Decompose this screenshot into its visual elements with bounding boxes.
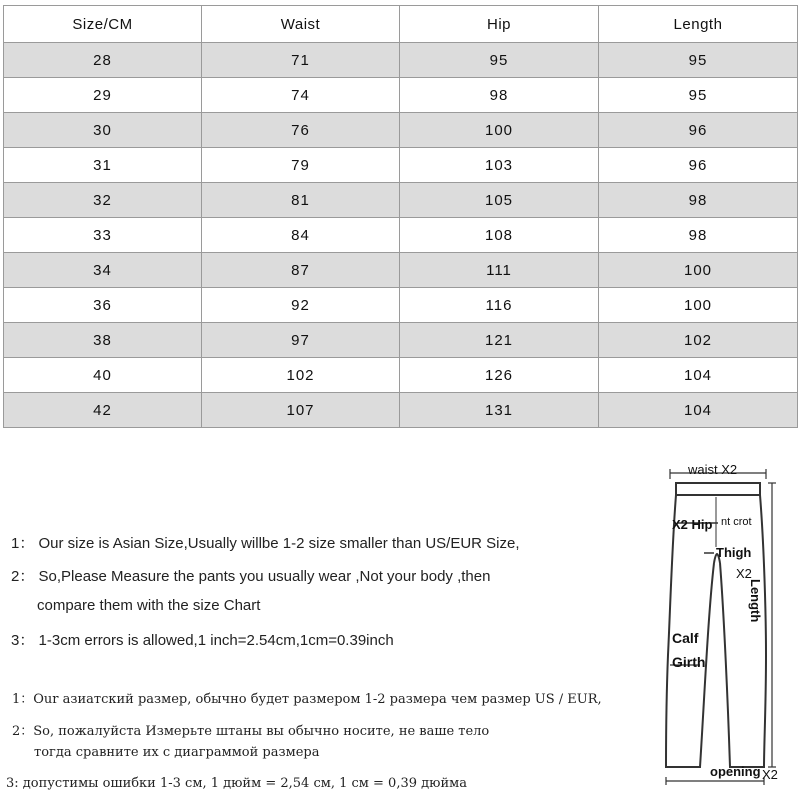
cell-hip: 98 xyxy=(400,78,599,113)
table-row xyxy=(4,218,798,253)
cell-size: 33 xyxy=(4,218,202,253)
cell-hip: 103 xyxy=(400,148,599,183)
table-row xyxy=(4,393,798,428)
cell-waist: 92 xyxy=(202,288,400,323)
cell-hip: 121 xyxy=(400,323,599,358)
note-en-1: 1： Our size is Asian Size,Usually willbe 1-2 size smaller than US/EUR Size, xyxy=(11,535,520,552)
cell-size: 28 xyxy=(4,43,202,78)
cell-waist: 97 xyxy=(202,323,400,358)
cell-size: 40 xyxy=(4,358,202,393)
header-waist: Waist xyxy=(202,6,400,43)
cell-hip: 108 xyxy=(400,218,599,253)
diagram-thigh-x2: X2 xyxy=(736,566,752,581)
cell-waist: 71 xyxy=(202,43,400,78)
cell-length: 95 xyxy=(599,78,798,113)
size-chart-table xyxy=(3,5,798,428)
cell-length: 100 xyxy=(599,253,798,288)
cell-length: 104 xyxy=(599,393,798,428)
cell-size: 32 xyxy=(4,183,202,218)
table-row xyxy=(4,43,798,78)
cell-hip: 131 xyxy=(400,393,599,428)
cell-length: 96 xyxy=(599,148,798,183)
cell-waist: 87 xyxy=(202,253,400,288)
cell-waist: 79 xyxy=(202,148,400,183)
table-row xyxy=(4,253,798,288)
cell-hip: 126 xyxy=(400,358,599,393)
diagram-waist-label: waist X2 xyxy=(688,462,738,477)
cell-length: 98 xyxy=(599,218,798,253)
cell-size: 30 xyxy=(4,113,202,148)
note-en-2-continued: compare them with the size Chart xyxy=(37,597,261,614)
diagram-opening-x2: X2 xyxy=(762,767,778,782)
header-length: Length xyxy=(599,6,798,43)
diagram-thigh-label: Thigh xyxy=(716,545,752,560)
cell-waist: 102 xyxy=(202,358,400,393)
cell-size: 31 xyxy=(4,148,202,183)
cell-waist: 84 xyxy=(202,218,400,253)
note-en-2: 2： So,Please Measure the pants you usually wear ,Not your body ,then xyxy=(11,568,491,585)
note-ru-1: 1：Our азиатский размер, обычно будет размером 1-2 размера чем размер US / EUR, xyxy=(12,692,602,707)
cell-waist: 81 xyxy=(202,183,400,218)
header-size: Size/CM xyxy=(4,6,202,43)
diagram-girth-label: Girth xyxy=(672,654,706,670)
note-ru-3: 3: допустимы ошибки 1-3 см, 1 дюйм = 2,54 см, 1 см = 0,39 дюйма xyxy=(6,776,467,791)
table-row xyxy=(4,323,798,358)
diagram-hip-label: X2 Hip xyxy=(672,517,713,532)
table-row xyxy=(4,113,798,148)
note-en-3: 3： 1-3cm errors is allowed,1 inch=2.54cm,1cm=0.39inch xyxy=(11,632,394,649)
table-row xyxy=(4,78,798,113)
pants-outline-icon xyxy=(648,455,796,795)
cell-size: 29 xyxy=(4,78,202,113)
cell-size: 34 xyxy=(4,253,202,288)
diagram-opening-label: opening xyxy=(710,764,761,779)
diagram-length-label: Length xyxy=(748,579,763,623)
cell-length: 96 xyxy=(599,113,798,148)
cell-length: 104 xyxy=(599,358,798,393)
diagram-calf-label: Calf xyxy=(672,630,699,646)
pants-measurement-diagram xyxy=(648,455,796,795)
cell-hip: 116 xyxy=(400,288,599,323)
header-hip: Hip xyxy=(400,6,599,43)
cell-size: 38 xyxy=(4,323,202,358)
cell-size: 36 xyxy=(4,288,202,323)
note-ru-2: 2：So, пожалуйста Измерьте штаны вы обычно носите, не ваше тело xyxy=(12,724,490,739)
cell-length: 102 xyxy=(599,323,798,358)
diagram-crotch-label: nt crot xyxy=(721,516,752,528)
cell-waist: 74 xyxy=(202,78,400,113)
cell-waist: 107 xyxy=(202,393,400,428)
cell-length: 100 xyxy=(599,288,798,323)
table-row xyxy=(4,358,798,393)
table-row xyxy=(4,183,798,218)
size-table-header-row xyxy=(4,6,798,43)
cell-length: 95 xyxy=(599,43,798,78)
cell-size: 42 xyxy=(4,393,202,428)
cell-length: 98 xyxy=(599,183,798,218)
cell-hip: 100 xyxy=(400,113,599,148)
table-row xyxy=(4,148,798,183)
note-ru-2-continued: тогда сравните их с диаграммой размера xyxy=(34,745,320,760)
cell-waist: 76 xyxy=(202,113,400,148)
table-row xyxy=(4,288,798,323)
cell-hip: 111 xyxy=(400,253,599,288)
cell-hip: 105 xyxy=(400,183,599,218)
cell-hip: 95 xyxy=(400,43,599,78)
